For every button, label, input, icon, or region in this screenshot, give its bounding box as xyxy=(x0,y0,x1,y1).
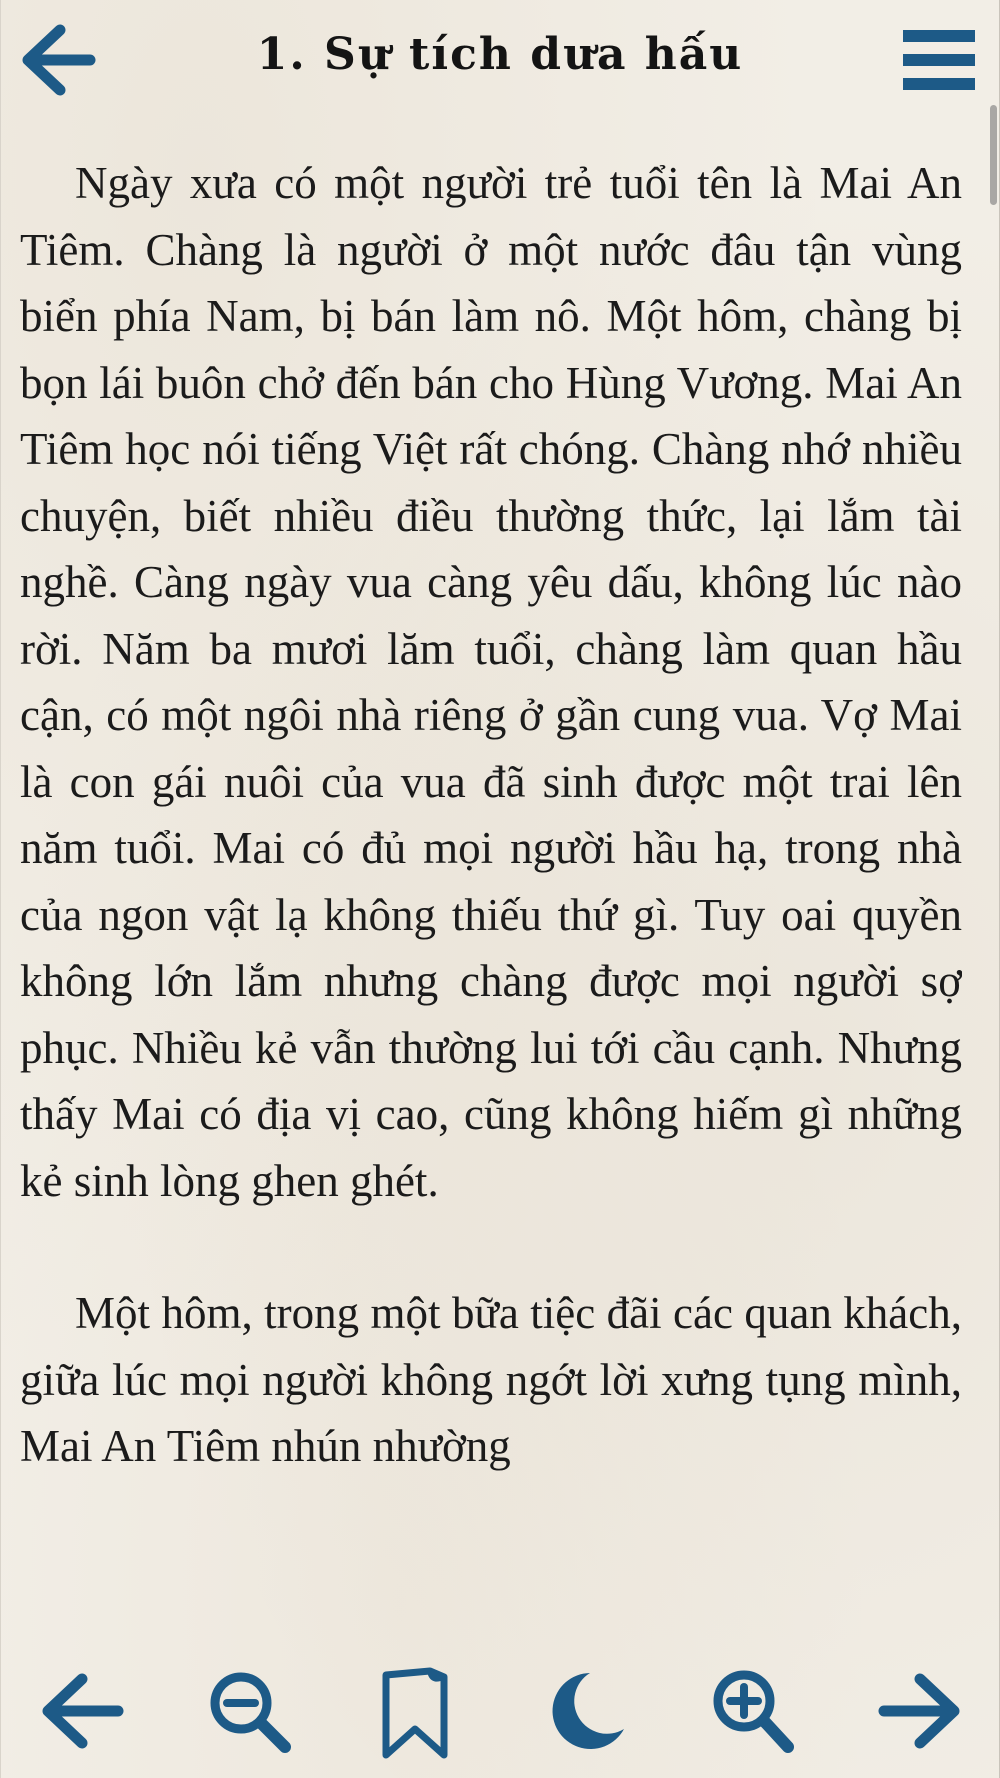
zoom-out-button[interactable] xyxy=(205,1663,295,1759)
bookmark-button[interactable] xyxy=(378,1663,468,1759)
scrollbar-thumb[interactable] xyxy=(990,105,997,205)
arrow-left-icon xyxy=(38,1663,128,1759)
page-title: 1. Sự tích dưa hấu xyxy=(256,29,744,80)
zoom-in-icon xyxy=(708,1663,798,1759)
menu-button[interactable] xyxy=(903,30,975,90)
arrow-right-icon xyxy=(876,1663,966,1759)
bookmark-icon xyxy=(378,1663,468,1759)
night-mode-button[interactable] xyxy=(540,1663,630,1759)
zoom-out-icon xyxy=(205,1663,295,1759)
next-page-button[interactable] xyxy=(876,1663,966,1759)
moon-icon xyxy=(540,1663,630,1759)
hamburger-menu-icon-bar xyxy=(903,78,975,90)
reading-content xyxy=(20,150,962,1640)
hamburger-menu-icon xyxy=(903,30,975,42)
arrow-left-icon xyxy=(18,22,98,98)
bottom-toolbar xyxy=(0,1655,1000,1765)
previous-page-button[interactable] xyxy=(38,1663,128,1759)
hamburger-menu-icon-bar xyxy=(903,54,975,66)
back-button[interactable] xyxy=(18,22,98,98)
paragraph: Ngày xưa có một người trẻ tuổi tên là Mai An Tiêm. Chàng là người ở một nước đâu tận vùng biển phía Nam, bị bán làm nô. Một hôm, chàng bị bọn lái buôn chở đến bán cho Hùng Vương. Mai An Tiêm học nói tiếng Việt rất chóng. Chàng nhớ nhiều chuyện, biết nhiều điều thường thức, lại lắm tài nghề. Càng ngày vua càng yêu dấu, không lúc nào rời. Năm ba mươi lăm tuổi, chàng làm quan hầu cận, có một ngôi nhà riêng ở gần cung vua. Vợ Mai là con gái nuôi của vua đã sinh được một trai lên năm tuổi. Mai có đủ mọi người hầu hạ, trong nhà của ngon vật lạ không thiếu thứ gì. Tuy oai quyền không lớn lắm nhưng chàng được mọi người sợ phục. Nhiều kẻ vẫn thường lui tới cầu cạnh. Nhưng thấy Mai có địa vị cao, cũng không hiếm gì những kẻ sinh lòng ghen ghét. xyxy=(20,158,962,1206)
paragraph: Một hôm, trong một bữa tiệc đãi các quan khách, giữa lúc mọi người không ngớt lời xưng tụng mình, Mai An Tiêm nhún nhường xyxy=(20,1288,962,1471)
zoom-in-button[interactable] xyxy=(708,1663,798,1759)
header-bar xyxy=(0,0,1000,110)
